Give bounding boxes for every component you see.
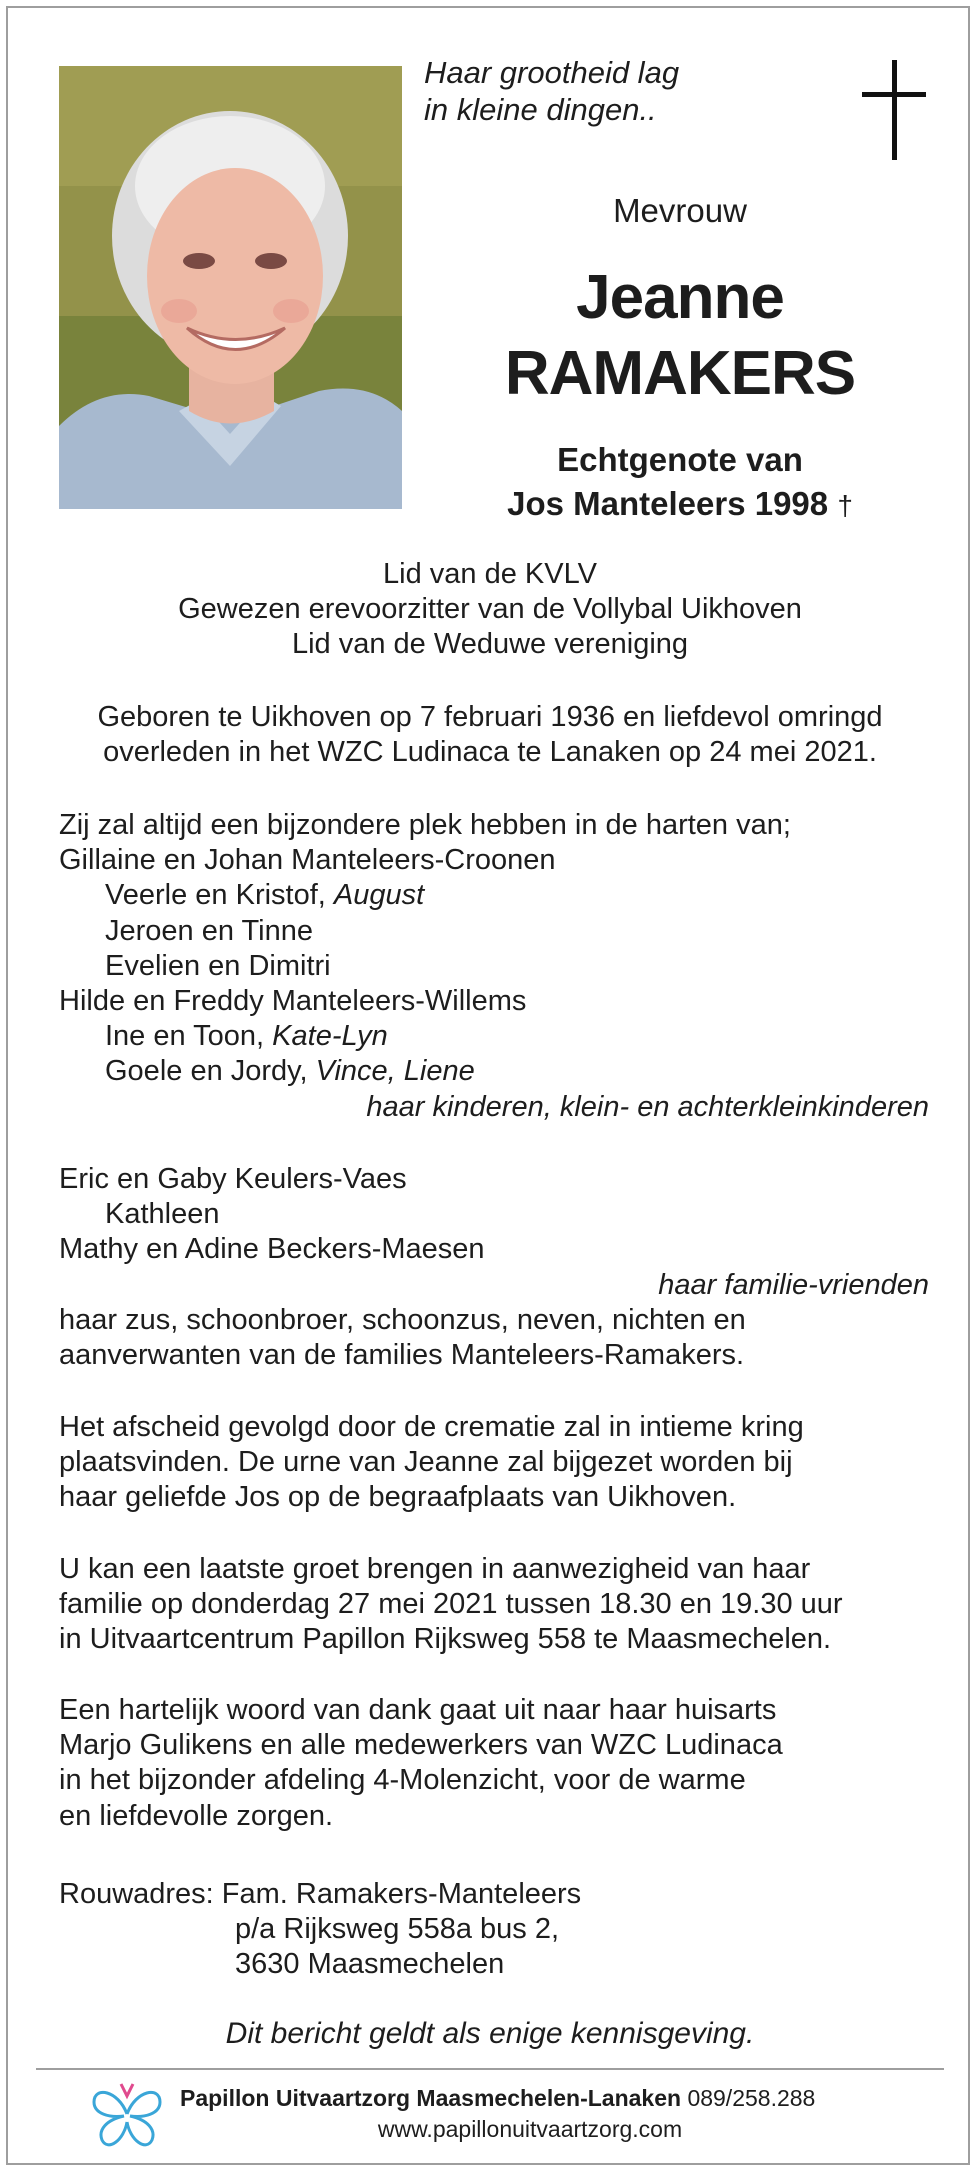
spouse-name: Jos Manteleers 1998 — [507, 485, 829, 522]
footer-divider — [36, 2068, 944, 2070]
address-line: p/a Rijksweg 558a bus 2, — [235, 1913, 560, 1946]
relatives-line: aanverwanten van de families Manteleers-Ramakers. — [59, 1339, 745, 1372]
latin-cross-icon — [862, 60, 926, 160]
farewell-line: haar geliefde Jos op de begraafplaats van Uikhoven. — [59, 1481, 737, 1514]
friend-line: Mathy en Adine Beckers-Maesen — [59, 1233, 485, 1266]
honorific: Mevrouw — [613, 192, 747, 229]
thanks-line: Een hartelijk woord van dank gaat uit naar haar huisarts — [59, 1694, 777, 1726]
dagger-icon: † — [837, 490, 853, 521]
butterfly-logo-icon — [88, 2080, 166, 2152]
website-link[interactable]: www.papillonuitvaartzorg.com — [377, 2116, 683, 2142]
memberships — [20, 557, 960, 662]
friends-section — [59, 1162, 929, 1373]
membership-line: Lid van de Weduwe vereniging — [291, 628, 689, 660]
friends-caption: haar familie-vrienden — [658, 1268, 929, 1301]
relatives-line: haar zus, schoonbroer, schoonzus, neven, nichten en — [59, 1303, 746, 1336]
spouse-info — [440, 438, 920, 528]
friend-line: Eric en Gaby Keulers-Vaes — [59, 1163, 407, 1195]
family-section — [59, 808, 929, 1125]
family-line: Goele en Jordy, Vince, Liene — [105, 1055, 475, 1088]
membership-line: Lid van de KVLV — [383, 558, 597, 590]
membership-line: Gewezen erevoorzitter van de Vollybal Uikhoven — [178, 593, 802, 625]
visitation-line: U kan een laatste groet brengen in aanwezigheid van haar — [59, 1553, 811, 1585]
family-line: Hilde en Freddy Manteleers-Willems — [59, 985, 527, 1018]
life-dates — [20, 700, 960, 770]
family-line: Ine en Toon, Kate-Lyn — [105, 1020, 388, 1053]
spouse-line: Echtgenote van — [557, 441, 803, 478]
last-name: RAMAKERS — [504, 339, 856, 408]
thanks-line: in het bijzonder afdeling 4-Molenzicht, voor de warme — [59, 1764, 746, 1797]
farewell-section — [59, 1410, 929, 1516]
family-intro: Zij zal altijd een bijzondere plek hebben in de harten van; — [59, 809, 791, 841]
mourning-address — [59, 1877, 929, 1983]
thanks-line: en liefdevolle zorgen. — [59, 1799, 334, 1832]
portrait-photo — [59, 66, 402, 509]
visitation-line: in Uitvaartcentrum Papillon Rijksweg 558 te Maasmechelen. — [59, 1623, 832, 1656]
epitaph-quote — [424, 54, 679, 128]
phone-number: 089/258.288 — [687, 2085, 816, 2111]
quote-line: Haar grootheid lag — [424, 55, 680, 90]
farewell-line: plaatsvinden. De urne van Jeanne zal bijgezet worden bij — [59, 1446, 793, 1479]
friend-line: Kathleen — [105, 1198, 220, 1231]
thanks-section — [59, 1693, 929, 1834]
family-line: Gillaine en Johan Manteleers-Croonen — [59, 844, 556, 877]
family-line: Jeroen en Tinne — [105, 914, 313, 947]
family-line: Evelien en Dimitri — [105, 949, 331, 982]
company-name: Papillon Uitvaartzorg Maasmechelen-Lanaken — [180, 2085, 682, 2111]
thanks-line: Marjo Gulikens en alle medewerkers van WZC Ludinaca — [59, 1729, 783, 1762]
funeral-home-line — [180, 2085, 815, 2112]
address-line: 3630 Maasmechelen — [235, 1948, 505, 1981]
life-line: Geboren te Uikhoven op 7 februari 1936 en liefdevol omringd — [97, 701, 883, 733]
family-caption: haar kinderen, klein- en achterkleinkinderen — [366, 1090, 929, 1123]
closing-note: Dit bericht geldt als enige kennisgeving. — [225, 2017, 755, 2050]
farewell-line: Het afscheid gevolgd door de crematie zal in intieme kring — [59, 1411, 804, 1443]
life-line: overleden in het WZC Ludinaca te Lanaken op 24 mei 2021. — [103, 736, 877, 768]
family-line: Veerle en Kristof, August — [105, 879, 425, 912]
first-name: Jeanne — [576, 263, 784, 332]
address-label: Rouwadres: Fam. Ramakers-Manteleers — [59, 1878, 582, 1910]
quote-line: in kleine dingen.. — [424, 92, 657, 127]
visitation-line: familie op donderdag 27 mei 2021 tussen 18.30 en 19.30 uur — [59, 1588, 843, 1621]
visitation-section — [59, 1552, 929, 1658]
